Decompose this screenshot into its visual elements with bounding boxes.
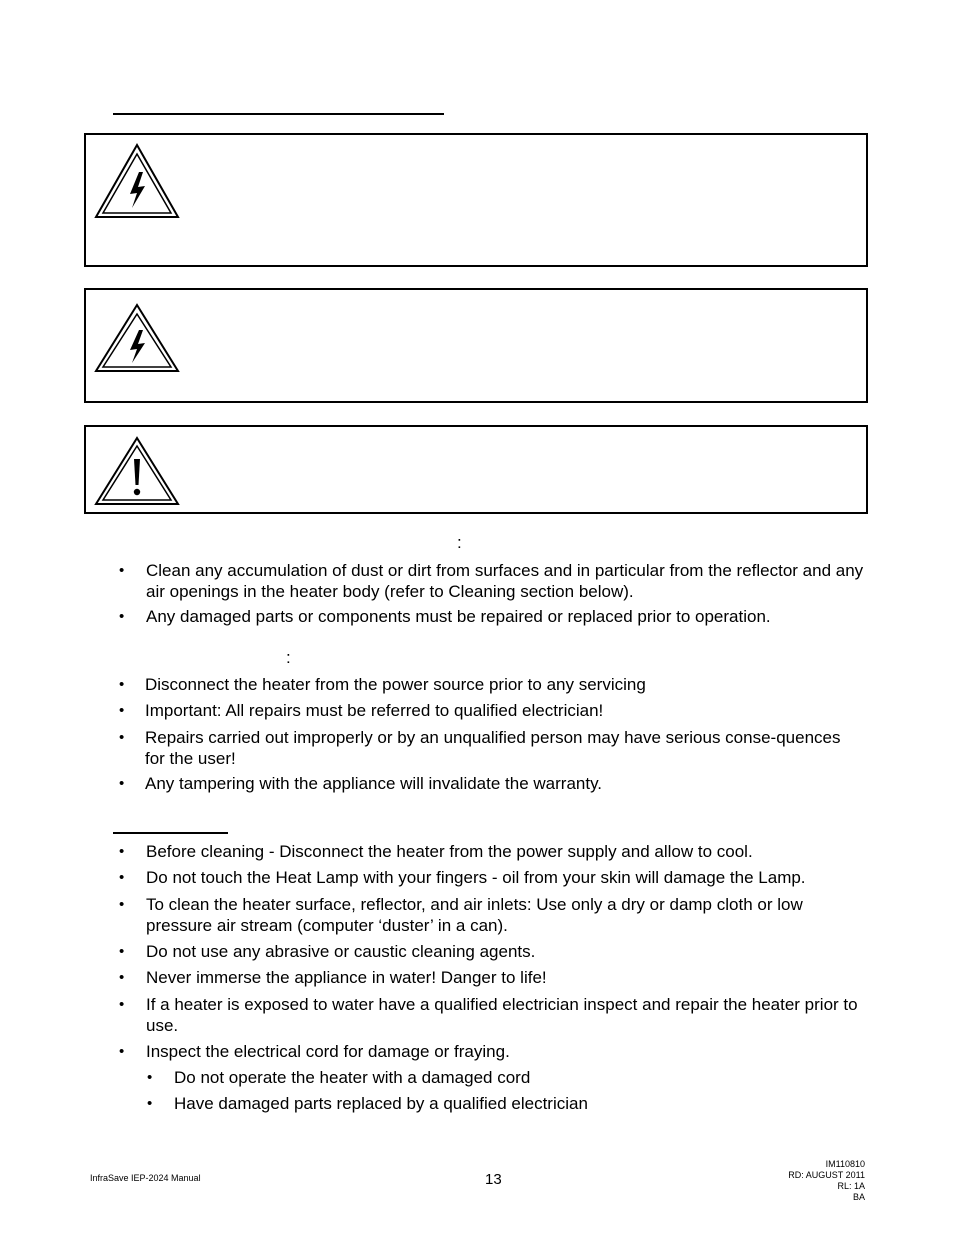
revision-level: RL: 1A xyxy=(837,1181,865,1191)
warning-box-caution xyxy=(84,425,868,514)
author-initials: BA xyxy=(852,1192,865,1202)
section-title-underline xyxy=(113,113,444,115)
list-item: • Do not touch the Heat Lamp with your fingers - oil from your skin will damage the Lamp. xyxy=(119,868,806,887)
list-item: • Before cleaning - Disconnect the heater from the power supply and allow to cool. xyxy=(119,842,753,861)
footer-manual-name: InfraSave IEP-2024 Manual xyxy=(90,1173,201,1183)
list-item: • Clean any accumulation of dust or dirt from surfaces and in particular from the reflector and any air openings in the heater body (refer to Cleaning section below). xyxy=(119,561,864,601)
pre-use-heading-colon: : xyxy=(457,533,462,552)
electric-shock-warning-icon xyxy=(93,302,181,374)
list-item: • Any damaged parts or components must be repaired or replaced prior to operation. xyxy=(119,607,771,626)
list-item: • Do not operate the heater with a damaged cord xyxy=(147,1068,531,1087)
footer-revision-block xyxy=(788,1159,865,1203)
list-item: • Inspect the electrical cord for damage or fraying. xyxy=(119,1042,510,1061)
list-item: • To clean the heater surface, reflector, and air inlets: Use only a dry or damp cloth or low pressure air stream (computer ‘duster’ in a can). xyxy=(119,895,803,935)
list-item: • Have damaged parts replaced by a qualified electrician xyxy=(147,1094,588,1113)
list-item: • Repairs carried out improperly or by an unqualified person may have serious conse-quences for the user! xyxy=(119,728,841,768)
list-item: • Never immerse the appliance in water! Danger to life! xyxy=(119,968,547,987)
electric-shock-warning-icon xyxy=(93,142,181,220)
cleaning-heading-underline xyxy=(113,832,228,834)
page-number: 13 xyxy=(485,1171,502,1188)
list-item: • Do not use any abrasive or caustic cleaning agents. xyxy=(119,942,536,961)
list-item: • Disconnect the heater from the power source prior to any servicing xyxy=(119,675,646,694)
warning-box-electric-1 xyxy=(84,133,868,267)
caution-warning-icon xyxy=(93,435,181,507)
revision-date: RD: AUGUST 2011 xyxy=(788,1170,865,1180)
list-item: • If a heater is exposed to water have a qualified electrician inspect and repair the heater prior to use. xyxy=(119,995,858,1035)
warning-box-electric-2 xyxy=(84,288,868,403)
list-item: • Any tampering with the appliance will invalidate the warranty. xyxy=(119,774,603,793)
list-item: • Important: All repairs must be referred to qualified electrician! xyxy=(119,701,604,720)
doc-code: IM110810 xyxy=(825,1159,865,1169)
servicing-heading-colon: : xyxy=(286,648,291,667)
